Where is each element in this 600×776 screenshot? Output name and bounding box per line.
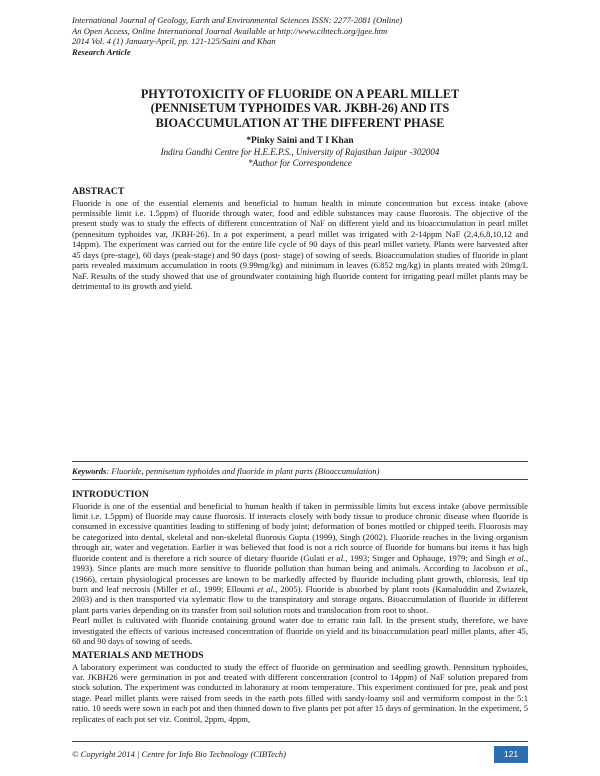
journal-volume-line: 2014 Vol. 4 (1) January-April, pp. 121-125/Saini and Khan: [72, 36, 276, 47]
introduction-paragraph-1: Fluoride is one of the essential and beneficial to human health if taken in permissible limits but excess intake (above permissible limit i.e. 1.5ppm) of fluoride may cause fluorosis. If interacts closely with body tissue to produce chronic disease when fluoride is consumed in excessive quantities leading to stiffening of body joint; deformation of bones mottled or chipped teeth. Fluorosis may be categorized into dental, skeletal and non-skeletal fluorosis Gupta (1999), Singh (2002). Fluoride reaches in the living organism through air, water and vegetation. Earlier it was believed that food is not a rich source of fluoride for humans but items it has high fluoride content and is therefore a rich source of dietary fluoride (Gulati et al., 1993; Singer and Ophauge, 1979; and Singh et al., 1993). Since plants are much more sensitive to fluoride pollution than human being and animals. According to Jacobson et al., (1966), certain physiological processes are known to be markedly affected by fluoride including plant growth, chlorosis, leaf tip burn and leaf necrosis (Miller et al., 1999; Elloumi et al., 2005). Fluoride is absorbed by plant roots (Kamaluddin and Zwiazek, 2003) and is then transported via xylematic flow to the transpiratory and storage organs. Bioaccumulation of fluoride in different plant parts varies depending on its transfer from soil solution roots and translocation from root to shoot.: [72, 500, 529, 615]
copyright-notice: © Copyright 2014 | Centre for Info Bio Technology (CIBTech): [72, 749, 286, 759]
keywords-label: Keywords: [72, 466, 107, 476]
title-line-1: PHYTOTOXICITY OF FLUORIDE ON A PEARL MILLET: [140, 87, 460, 101]
title-line-2: (PENNISETUM TYPHOIDES VAR. JKBH-26) AND ITS: [150, 101, 450, 116]
introduction-paragraph-2: Pearl millet is cultivated with fluoride containing ground water due to erratic rain fall. In the present study, therefore, we have investigated the effects of various increased concentration of fluoride on yield and its bioaccumulation pearl millet plants, after 45, 60 and 90 days of sowing of seeds.: [72, 615, 528, 647]
keywords: [72, 466, 528, 476]
keywords-bottom-rule: [72, 479, 528, 480]
paper-title: [72, 87, 528, 130]
methods-text: A laboratory experiment was conducted to study the effect of fluoride on germination and seedling growth. Pennsitum typhoides, var. JKBH26 were germination in pot and treated with different concentration (control to 14ppm) of NaF solution prepared from stock solution. The experiment was conducted in laboratory at room temperature. This experiment continued for pre, peak and post stage. Pearl millet plants were raised from seeds in the earth pots filled with sandy-loamy soil and vermiform compost in the 5:1 ratio. 10 seeds were sown in each pot and then thinned down to five plants per pot after 15 days of germination. In the experiment, 5 replicates of each pot set viz. Control, 2ppm, 4ppm,: [72, 661, 528, 724]
page-number-badge: 121: [494, 746, 528, 763]
introduction-section: [72, 489, 528, 647]
journal-header: [72, 15, 532, 57]
footer-rule: [72, 741, 528, 742]
abstract-section: [72, 186, 528, 291]
keywords-text: : Fluoride, pennisetum typhoides and fluoride in plant parts (Bioaccumulation): [106, 466, 380, 476]
methods-heading: MATERIALS AND METHODS: [72, 650, 204, 661]
affiliation: Indira Gandhi Centre for H.E.E.P.S., University of Rajasthan Jaipur -302004: [160, 147, 440, 158]
authors: *Pinky Saini and T I Khan: [246, 136, 354, 146]
introduction-heading: INTRODUCTION: [72, 489, 149, 500]
article-type: Research Article: [72, 46, 131, 57]
methods-section: [72, 650, 528, 724]
abstract-text: Fluoride is one of the essential elements and beneficial to human health in minute concentration but excess intake (above permissible limit i.e. 1.5ppm) of fluoride through water, food and edible substances may cause fluorosis. The objective of the present study was to study the effects of different concentration of NaF on different yield and its bioaccumulation in pearl millet (pennesitum typhoides var, JKBH-26). In a pot experiment, a pearl millet was irrigated with 2-14ppm NaF (2,4,6,8,10,12 and 14ppm). The experiment was carried out for the entire life cycle of 90 days of this pearl millet variety. Plants were harvested after 45 days (pre-stage), 60 days (peak-stage) and 90 days (post- stage) of sowing of seeds. Bioaccumulation studies of fluoride in plant parts revealed maximum accumulation in roots (9.99mg/kg) and minimum in leaves (6.852 mg/kg) in plants treated with 20mg/L NaF. Results of the study showed that use of groundwater containing high fluoride content for irrigating pearl millet plants may be detrimental to its growth and yield.: [72, 197, 528, 291]
title-line-3: BIOACCUMULATION AT THE DIFFERENT PHASE: [155, 115, 445, 130]
journal-access-line: An Open Access, Online International Journal Available at http://www.cibtech.org/jgee.htm: [72, 25, 388, 36]
byline: [72, 136, 528, 170]
keywords-top-rule: [72, 461, 528, 462]
journal-name: International Journal of Geology, Earth and Environmental Sciences ISSN: 2277-2081 (Online): [72, 15, 403, 25]
correspondence-note: *Author for Correspondence: [248, 158, 352, 169]
abstract-heading: ABSTRACT: [72, 186, 125, 197]
page-footer: [72, 746, 528, 764]
